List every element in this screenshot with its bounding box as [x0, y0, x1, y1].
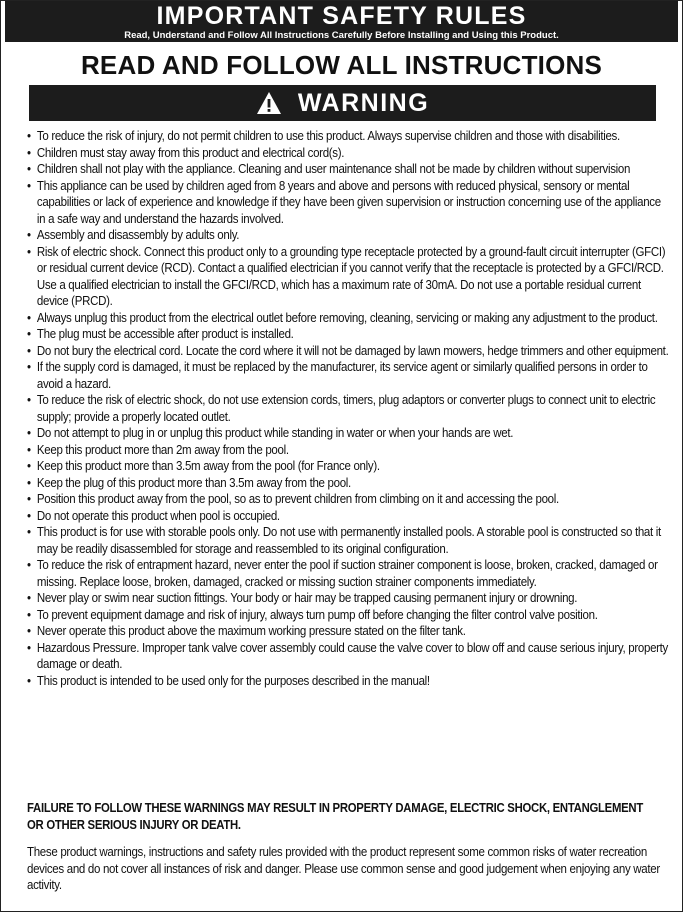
safety-rules-list — [27, 128, 669, 689]
rule-text: • To reduce the risk of entrapment hazard, never enter the pool if suction strainer component is loose, broken, cracked, damaged or missing. Replace loose, broken, damaged, cracked or missing suction strainer components immediately. — [36, 557, 658, 589]
list-item — [27, 425, 671, 442]
rule-text: • Keep this product more than 2m away from the pool. — [36, 441, 289, 457]
list-item — [27, 673, 671, 690]
rule-text: • To reduce the risk of electric shock, do not use extension cords, timers, plug adaptors or converter plugs to connect unit to electric supply; provide a properly located outlet. — [36, 392, 656, 424]
page-subtitle: Read, Understand and Follow All Instructions Carefully Before Installing and Using this Product. — [124, 30, 559, 41]
list-item — [27, 557, 671, 590]
header-banner — [5, 1, 678, 42]
warning-banner — [29, 85, 656, 121]
rule-text: • This appliance can be used by children aged from 8 years and above and persons with reduced physical, sensory or mental capabilities or lack of experience and knowledge if they have been given supervision or instruction concerning use of the appliance in a safe way and understand the hazards involved. — [36, 177, 661, 226]
list-item — [27, 310, 671, 327]
rule-text: • Never operate this product above the maximum working pressure stated on the filter tank. — [36, 623, 466, 638]
list-item — [27, 442, 671, 459]
list-item — [27, 128, 671, 145]
rule-text: • To prevent equipment damage and risk of injury, always turn pump off before changing the filter control valve position. — [36, 606, 598, 622]
rule-text: • The plug must be accessible after product is installed. — [36, 326, 294, 341]
list-item — [27, 161, 671, 178]
list-item — [27, 244, 671, 310]
failure-warning: FAILURE TO FOLLOW THESE WARNINGS MAY RESULT IN PROPERTY DAMAGE, ELECTRIC SHOCK, ENTANGLEMENT OR OTHER SERIOUS INJURY OR DEATH. — [27, 801, 644, 832]
rule-text: • This product is for use with storable pools only. Do not use with permanently installed pools. A storable pool is constructed so that it may be readily disassembled for storage and reassembled to its original configuration. — [36, 524, 661, 556]
list-item — [27, 524, 671, 557]
rule-text: • Children must stay away from this product and electrical cord(s). — [36, 144, 345, 160]
rule-text: • Do not attempt to plug in or unplug this product while standing in water or when your hands are wet. — [36, 425, 514, 440]
rule-text: • If the supply cord is damaged, it must be replaced by the manufacturer, its service agent or similarly qualified persons in order to avoid a hazard. — [36, 359, 648, 391]
list-item — [27, 359, 671, 392]
rule-text: • Do not bury the electrical cord. Locate the cord where it will not be damaged by lawn mowers, hedge trimmers and other equipment. — [36, 342, 669, 358]
list-item — [27, 491, 671, 508]
warning-triangle-icon — [256, 91, 282, 115]
list-item — [27, 343, 671, 360]
rule-text: • Hazardous Pressure. Improper tank valve cover assembly could cause the valve cover to blow off and cause serious injury, property damage or death. — [36, 639, 669, 671]
list-item — [27, 607, 671, 624]
list-item — [27, 458, 671, 475]
page-title: IMPORTANT SAFETY RULES — [156, 2, 527, 30]
rule-text: • This product is intended to be used only for the purposes described in the manual! — [36, 672, 430, 688]
list-item — [27, 640, 671, 673]
rule-text: • To reduce the risk of injury, do not permit children to use this product. Always supervise children and those with disabilities. — [36, 128, 620, 143]
rule-text: • Never play or swim near suction fittings. Your body or hair may be trapped causing permanent injury or drowning. — [36, 590, 578, 605]
list-item — [27, 392, 671, 425]
list-item — [27, 508, 671, 525]
list-item — [27, 590, 671, 607]
instructions-heading: READ AND FOLLOW ALL INSTRUCTIONS — [80, 50, 603, 80]
list-item — [27, 145, 671, 162]
rule-text: • Position this product away from the pool, so as to prevent children from climbing on it and accessing the pool. — [36, 491, 559, 506]
list-item — [27, 623, 671, 640]
list-item — [27, 227, 671, 244]
rule-text: • Do not operate this product when pool is occupied. — [36, 507, 280, 523]
rule-text: • Always unplug this product from the electrical outlet before removing, cleaning, servicing or making any adjustment to the product. — [36, 309, 658, 325]
rule-text: • Assembly and disassembly by adults only. — [36, 227, 240, 242]
closing-paragraph: These product warnings, instructions and safety rules provided with the product represent some common risks of water recreation devices and do not cover all instances of risk and danger. Please use common sense and good judgement when enjoying any water activity. — [27, 844, 660, 892]
rule-text: • Children shall not play with the appliance. Cleaning and user maintenance shall not be made by children without supervision — [36, 161, 631, 176]
rule-text: • Keep the plug of this product more than 3.5m away from the pool. — [36, 474, 351, 490]
list-item — [27, 178, 671, 228]
warning-label: WARNING — [297, 88, 430, 117]
rule-text: • Risk of electric shock. Connect this product only to a grounding type receptacle protected by a ground-fault circuit interrupter (GFCI) or residual current device (RCD). Contact a qualified electrician if you cannot verify that the receptacle is protected by a GFCI/RCD. Use a qualified electrician to install the GFCI/RCD, which has a maximum rate of 30mA. Do not use a portable residual current device (PRCD). — [36, 243, 666, 308]
list-item — [27, 326, 671, 343]
list-item — [27, 475, 671, 492]
rule-text: • Keep this product more than 3.5m away from the pool (for France only). — [36, 458, 380, 473]
